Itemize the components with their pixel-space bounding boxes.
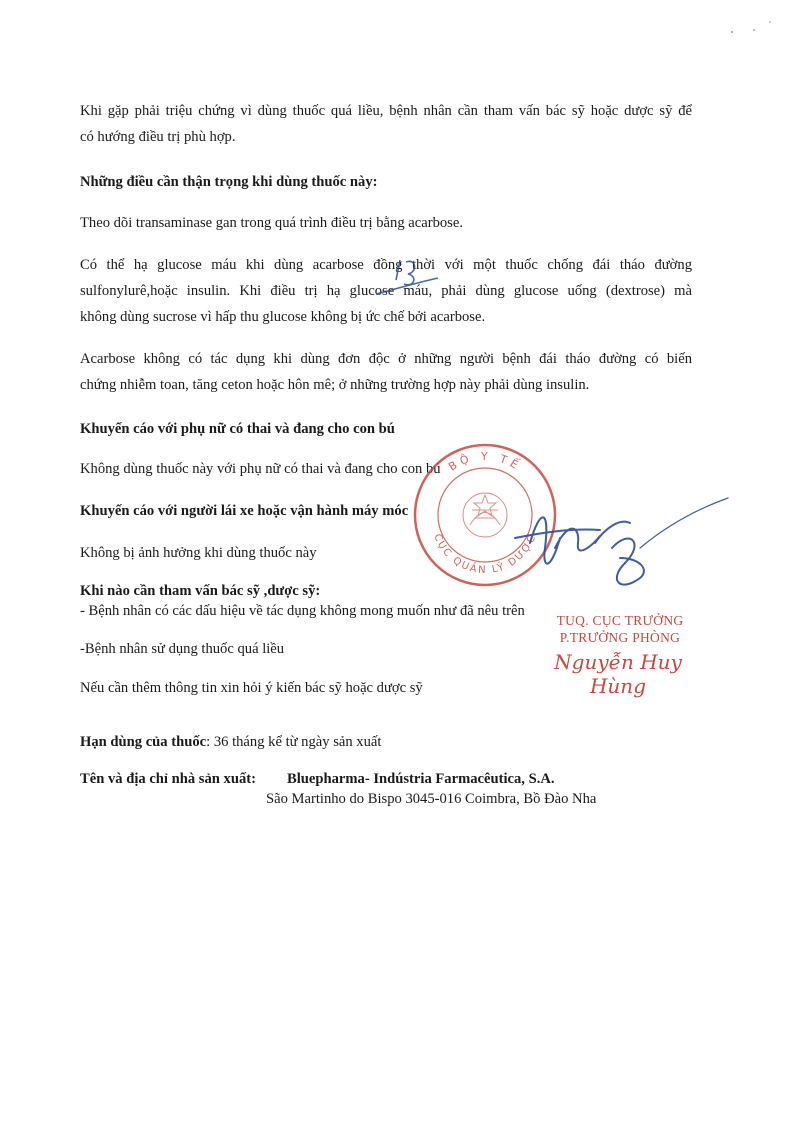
driving-text: Không bị ảnh hưởng khi dùng thuốc này: [80, 545, 317, 561]
manufacturer-label: Tên và địa chỉ nhà sản xuất:: [80, 771, 256, 787]
shelf-life: [80, 729, 381, 755]
consult-item-2: -Bệnh nhân sử dụng thuốc quá liều: [80, 641, 285, 657]
driving-heading: Khuyến cáo với người lái xe hoặc vận hành máy móc: [80, 503, 409, 519]
overdose-line-2: có hướng điều trị phù hợp.: [80, 129, 236, 145]
consult-heading: Khi nào cần tham vấn bác sỹ ,dược sỹ:: [80, 583, 321, 599]
consult-item-1: - Bệnh nhân có các dấu hiệu về tác dụng không mong muốn như đã nêu trên: [80, 603, 525, 619]
precaution-3-line-2: chứng nhiễm toan, tăng ceton hoặc hôn mê; ở những trường hợp này phải dùng insulin.: [80, 377, 590, 393]
manufacturer-address: São Martinho do Bispo 3045-016 Coimbra, Bồ Đào Nha: [266, 791, 597, 807]
overdose-line-1: Khi gặp phải triệu chứng vì dùng thuốc quá liều, bệnh nhân cần tham vấn bác sỹ hoặc dược sỹ để: [80, 103, 692, 119]
seal-text-bottom: CỤC QUẢN LÝ DƯỢC: [431, 532, 539, 577]
shelf-life-label: Hạn dùng của thuốc: [80, 734, 207, 750]
signature-scribble: [500, 488, 730, 598]
consult-item-3: Nếu cần thêm thông tin xin hỏi ý kiến bác sỹ hoặc dược sỹ: [80, 680, 423, 696]
signer-title-line-2: P.TRƯỞNG PHÒNG: [559, 630, 681, 645]
svg-text:BỘ Y TẾ: [446, 450, 524, 474]
shelf-life-value: : 36 tháng kể từ ngày sản xuất: [206, 734, 382, 750]
seal-text-top: BỘ Y TẾ: [446, 449, 524, 474]
handwritten-mark: [372, 254, 442, 302]
precaution-2-line-1: Có thể hạ glucose máu khi dùng acarbose đồng thời với một thuốc chống đái tháo đường: [80, 257, 692, 273]
signer-name: Nguyễn Huy Hùng: [554, 650, 682, 698]
signer-title: [540, 612, 700, 646]
precaution-2-line-3: không dùng sucrose vì hấp thu glucose không bị ức chế bởi acarbose.: [80, 309, 486, 325]
precaution-2-line-2: sulfonylurê,hoặc insulin. Khi điều trị hạ glucose máu, phải dùng glucose uống (dextrose) mà: [80, 283, 692, 299]
precaution-1: Theo dõi transaminase gan trong quá trình điều trị bằng acarbose.: [80, 215, 463, 231]
pregnancy-heading: Khuyến cáo với phụ nữ có thai và đang cho con bú: [80, 421, 395, 437]
scan-specks: [720, 18, 780, 38]
precaution-3-line-1: Acarbose không có tác dụng khi dùng đơn độc ở những người bệnh đái tháo đường có biến: [80, 351, 692, 367]
precautions-heading: Những điều cần thận trọng khi dùng thuốc này:: [80, 174, 378, 190]
pregnancy-text: Không dùng thuốc này với phụ nữ có thai và đang cho con bú: [80, 461, 441, 477]
signer-title-line-1: TUQ. CỤC TRƯỞNG: [556, 613, 684, 628]
manufacturer-name: Bluepharma- Indústria Farmacêutica, S.A.: [287, 771, 555, 787]
